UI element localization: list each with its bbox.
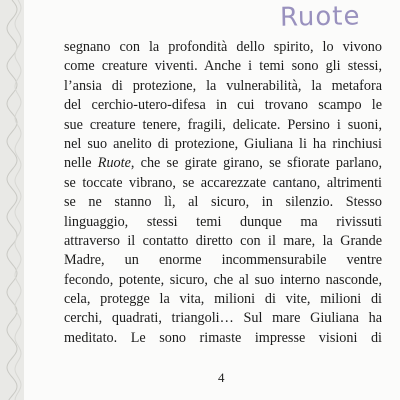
text-line: se ne stanno lì, al sicuro, in silenzio. Stesso [64,194,382,211]
text-line: attraverso il contatto diretto con il mare, la Grande [64,232,382,249]
text-line: linguaggio, stessi temi dunque ma rivissuti [64,213,382,230]
text-line: meditato. Le sono rimaste impresse visioni di [64,329,382,346]
text-line: segnano con la profondità dello spirito, lo vivono [64,39,382,55]
text-line: fecondo, potente, sicuro, che al suo interno nasconde, [64,271,382,288]
text-line: del cerchio-utero-difesa in cui trovano scampo le [64,97,382,114]
book-page [24,0,400,400]
page-edge-decoration [0,0,24,400]
italic-title: Ruote [97,155,131,172]
text-line: sue creature tenere, fragili, delicate. Persino i suoni, [64,116,382,133]
handwritten-title: Ruote [279,1,361,33]
text-line: come creature viventi. Anche i temi sono gli stessi, [64,58,382,75]
text-line: cela, protegge la vita, milioni di vite, milioni di [64,291,382,308]
text-line: l’ansia di protezione, la vulnerabilità, la metafora [64,77,382,94]
text-line: Madre, un enorme incommensurabile ventre [64,252,382,269]
text-line: cerchi, quadrati, triangoli… Sul mare Giuliana ha [64,310,382,327]
text-segment: , che se girate girano, se sfiorate parlano, [130,155,382,172]
text-segment: nelle [64,155,98,172]
body-paragraph [64,38,382,348]
text-line: nel suo anelito di protezione, Giuliana li ha rinchiusi [64,135,382,152]
text-line: se toccate vibrano, se accarezzate cantano, altrimenti [64,174,382,191]
page-number: 4 [218,370,225,385]
text-line-with-italic [64,154,382,173]
